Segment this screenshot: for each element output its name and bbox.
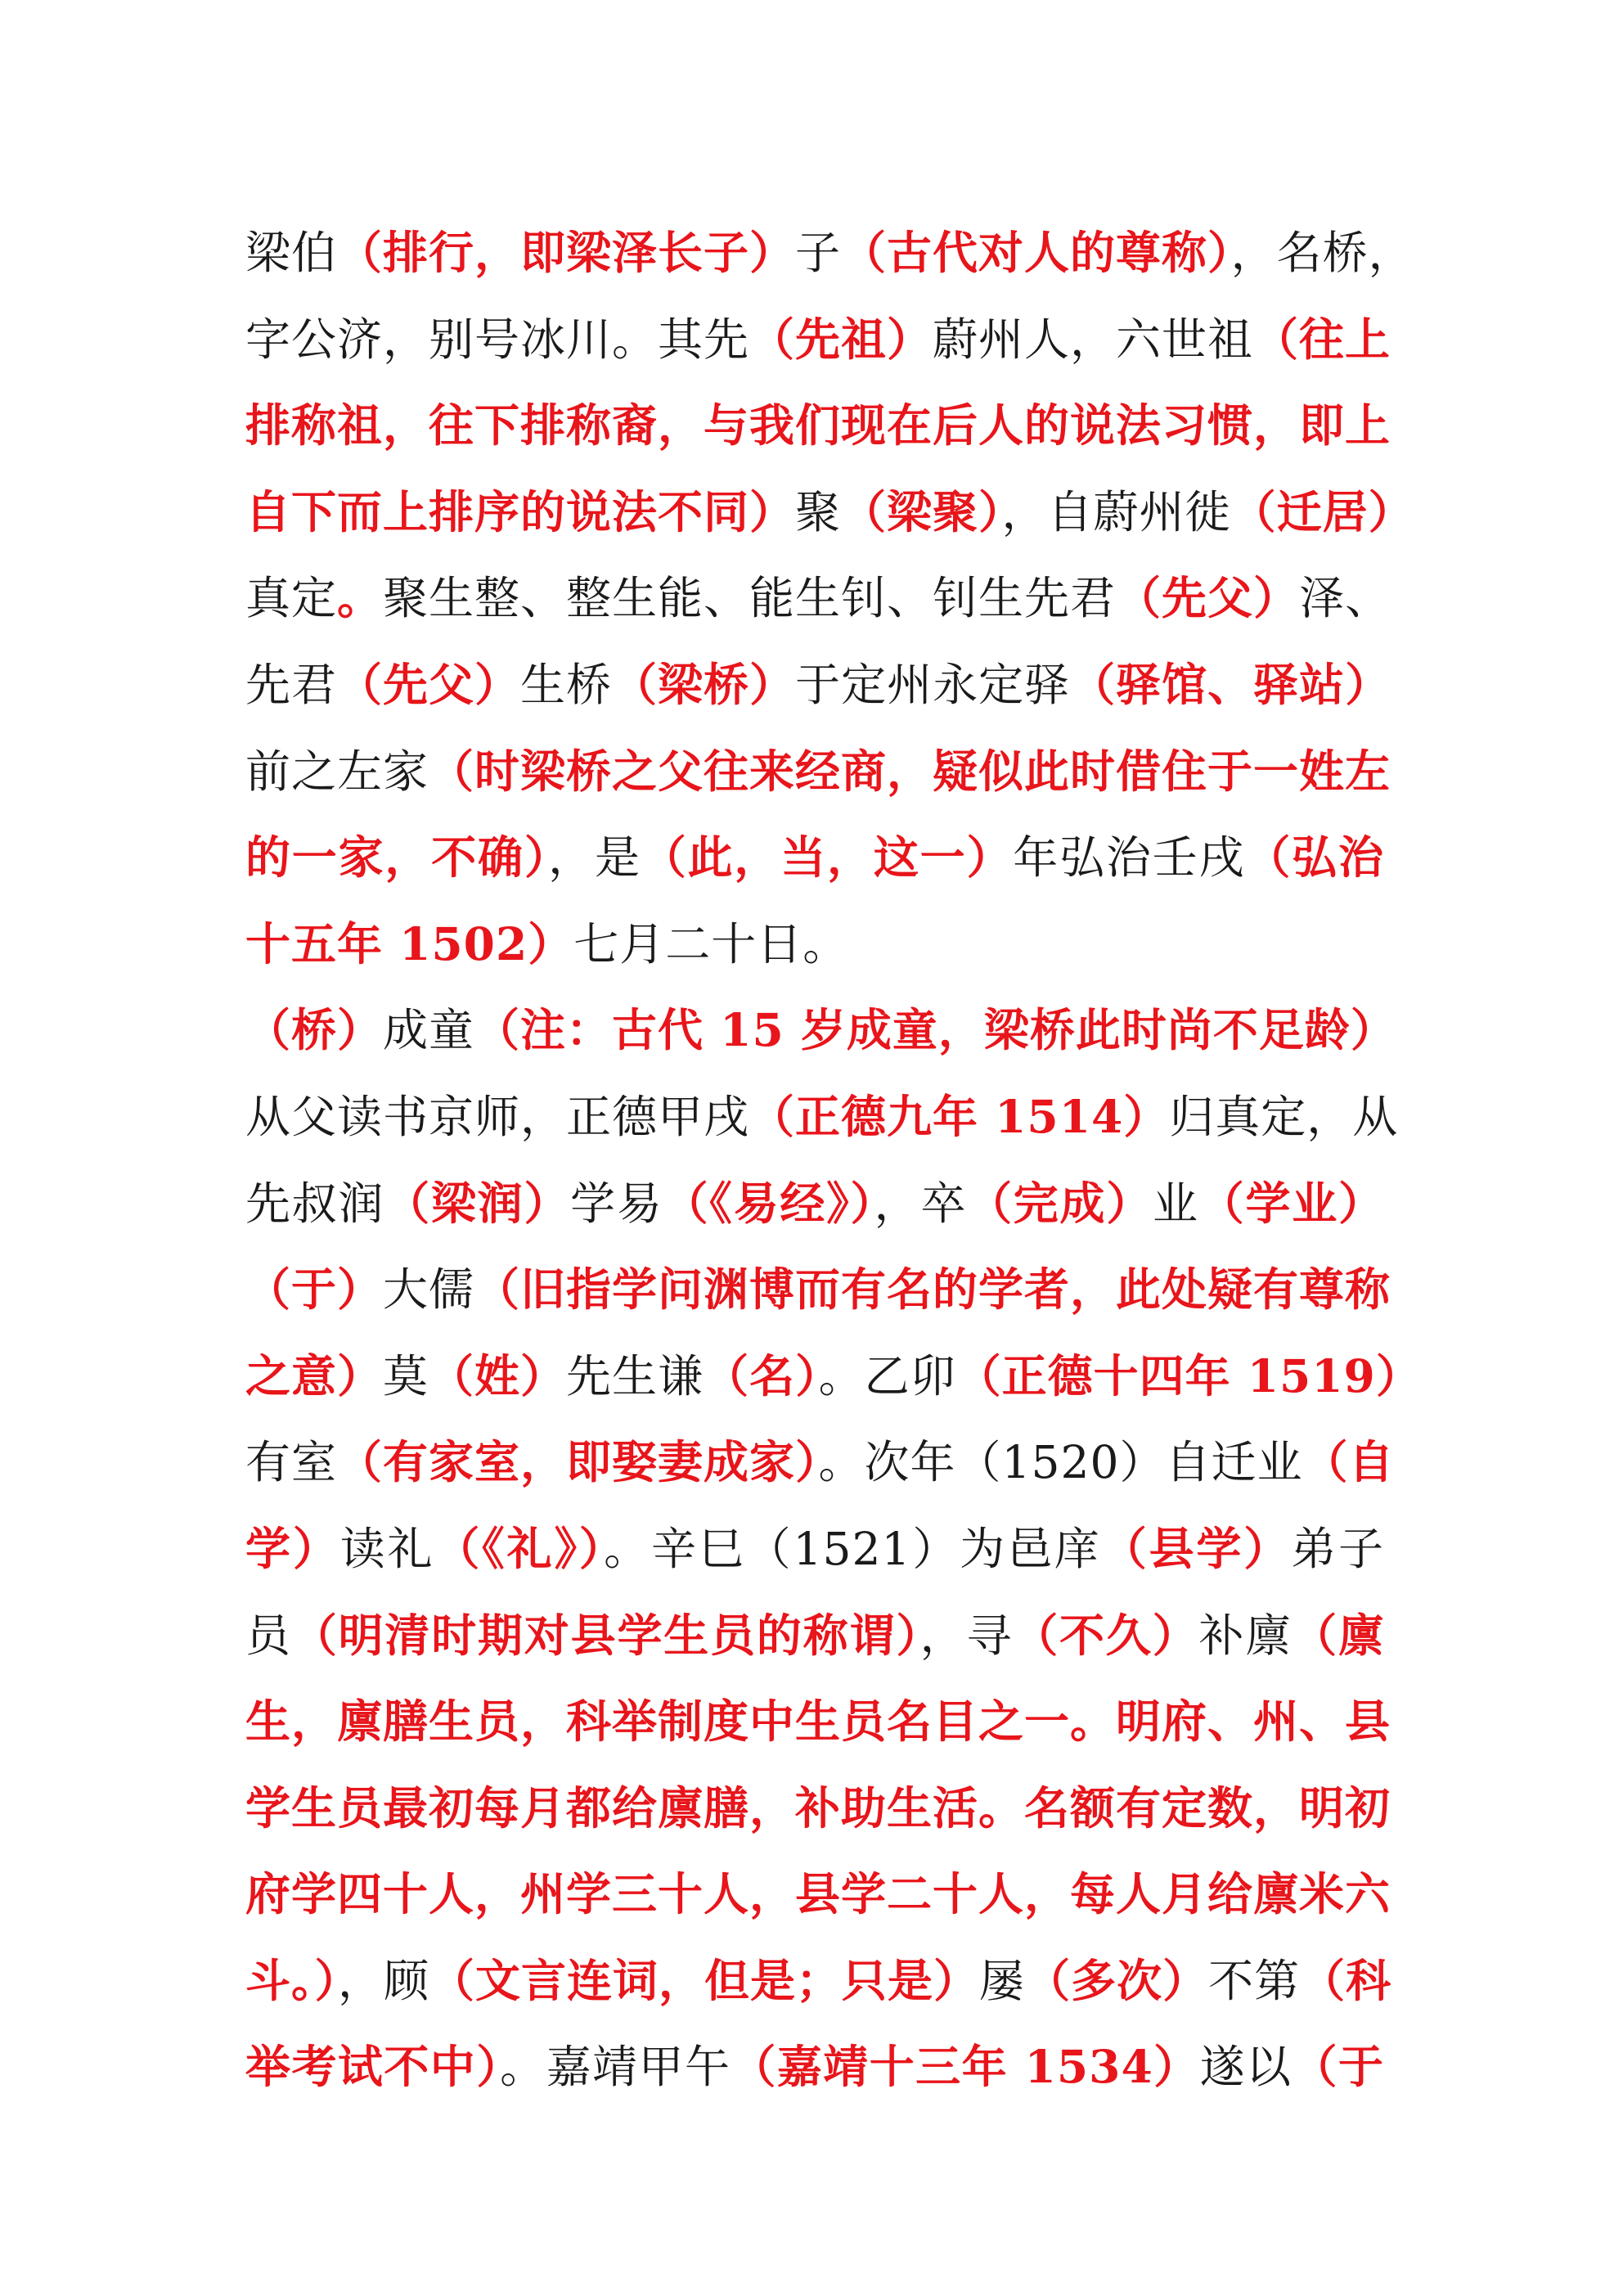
original-text: 子	[795, 227, 842, 279]
annotation-text: （梁润）	[384, 1176, 571, 1230]
original-text: 业	[1153, 1177, 1199, 1230]
annotation-text: 学）	[245, 1521, 340, 1575]
original-text: 遂以	[1199, 2041, 1293, 2094]
original-text: 。辛巳（1521）为邑庠	[604, 1522, 1102, 1575]
text-line	[245, 209, 1414, 296]
text-line	[245, 555, 1391, 642]
annotation-text: （梁桥）	[612, 657, 796, 711]
original-text: 字公济，别号冰川。其先	[245, 313, 750, 366]
annotation-text: （梁聚）	[841, 484, 1002, 538]
annotation-text: （于	[1292, 2040, 1384, 2094]
original-text: 员	[245, 1609, 292, 1662]
annotation-text: （正德九年 1514）	[749, 1089, 1170, 1143]
text-line	[245, 1333, 1422, 1420]
annotation-text: （时梁桥之父往来经商，疑似此时借住于一姓左	[429, 744, 1391, 798]
annotation-text: （《礼》）	[434, 1521, 605, 1575]
annotation-text: 。	[337, 571, 384, 625]
annotation-text: （文言连词，但是；只是）	[429, 1953, 980, 2007]
original-text: 聚生整、整生能、能生钊、钊生先君	[383, 572, 1117, 625]
annotation-text: 十五年 1502）	[245, 916, 574, 970]
original-text: 生桥	[520, 658, 613, 711]
annotation-text: （往上	[1253, 312, 1391, 366]
original-text: 年弘治壬戌	[1013, 831, 1246, 885]
text-line	[245, 1246, 1391, 1333]
text-line	[245, 1419, 1395, 1506]
annotation-text: （名）	[704, 1348, 819, 1402]
original-text: 归真定，从	[1169, 1090, 1399, 1143]
annotation-text: 斗。）	[245, 1953, 339, 2007]
annotation-text: （弘治	[1245, 831, 1384, 885]
original-text: 成童	[383, 1004, 475, 1057]
annotation-text: （科	[1300, 1953, 1392, 2007]
original-text: 。乙卯	[818, 1349, 956, 1402]
original-text: 聚	[795, 485, 842, 538]
annotation-text: （此，当，这一）	[641, 831, 1014, 885]
text-line	[245, 1160, 1384, 1247]
annotation-text: （排行，即梁泽长子）	[337, 226, 796, 279]
original-text: ，名桥，	[1230, 227, 1414, 279]
original-text: ，顾	[338, 1954, 430, 2007]
original-text: 屡	[979, 1954, 1026, 2007]
annotation-text: 排称祖，往下排称裔，与我们现在后人的说法习惯，即上	[245, 398, 1391, 452]
text-line	[245, 2024, 1384, 2110]
original-text: 七月二十日。	[573, 917, 849, 970]
original-text: 先叔润	[245, 1177, 385, 1230]
annotation-text: （桥）	[245, 1003, 384, 1057]
annotation-text: （先祖）	[749, 312, 933, 366]
original-text: 不第	[1208, 1954, 1301, 2007]
annotation-text: （古代对人的尊称）	[841, 226, 1231, 279]
document-body	[245, 209, 1422, 2110]
text-line	[245, 901, 1384, 988]
annotation-text: （不久）	[1013, 1608, 1199, 1662]
text-line	[245, 642, 1391, 728]
annotation-text: 生，廪膳生员，科举制度中生员名目之一。明府、州、县	[245, 1695, 1391, 1749]
annotation-text: （县学）	[1101, 1521, 1292, 1575]
original-text: 泽、	[1299, 572, 1391, 625]
annotation-text: 学生员最初每月都给廪膳，补助生活。名额有定数，明初	[245, 1781, 1391, 1835]
text-line	[245, 296, 1391, 383]
original-text: 弟子	[1291, 1522, 1384, 1575]
text-line	[245, 1678, 1391, 1765]
original-text: 梁伯	[245, 227, 338, 279]
original-text: ，是	[548, 831, 641, 885]
original-text: 先君	[245, 658, 338, 711]
annotation-text: （嘉靖十三年 1534）	[731, 2040, 1200, 2094]
annotation-text: （自	[1302, 1435, 1395, 1489]
text-line	[245, 1074, 1399, 1160]
original-text: ，寻	[919, 1609, 1014, 1662]
original-text: 大儒	[383, 1263, 475, 1317]
original-text: 。次年（1520）自迁业	[818, 1436, 1303, 1489]
annotation-text: （迁居）	[1230, 484, 1414, 538]
text-line	[245, 1938, 1392, 2024]
text-line	[245, 1765, 1391, 1852]
annotation-text: （有家室，即娶妻成家）	[337, 1435, 819, 1489]
annotation-text: （学业）	[1198, 1176, 1384, 1230]
annotation-text: （多次）	[1025, 1953, 1209, 2007]
original-text: ，卒	[874, 1177, 968, 1230]
original-text: 前之左家	[245, 745, 429, 798]
annotation-text: （《易经》）	[663, 1176, 874, 1230]
text-line	[245, 1592, 1384, 1679]
original-text: 补廪	[1198, 1609, 1293, 1662]
text-line	[245, 814, 1384, 901]
annotation-text: （注：古代 15 岁成童，梁桥此时尚不足龄）	[474, 1003, 1396, 1057]
annotation-text: （正德十四年 1519）	[955, 1348, 1422, 1402]
text-line	[245, 728, 1391, 815]
annotation-text: （完成）	[967, 1176, 1153, 1230]
annotation-text: 的一家，不确）	[245, 831, 549, 885]
text-line	[245, 1851, 1391, 1938]
annotation-text: （于）	[245, 1263, 384, 1317]
annotation-text: 自下而上排序的说法不同）	[245, 484, 796, 538]
original-text: 真定	[245, 572, 338, 625]
original-text: 学易	[570, 1177, 663, 1230]
original-text: 读礼	[339, 1522, 435, 1575]
annotation-text: （驿馆、驿站）	[1070, 657, 1391, 711]
original-text: 于定州永定驿	[795, 658, 1071, 711]
annotation-text: （姓）	[429, 1348, 567, 1402]
original-text: 蔚州人，六世祖	[933, 313, 1254, 366]
text-line	[245, 382, 1391, 469]
annotation-text: 之意）	[245, 1348, 384, 1402]
text-line	[245, 1506, 1384, 1592]
original-text: 先生谦	[566, 1349, 704, 1402]
original-text: 有室	[245, 1436, 338, 1489]
text-line	[245, 469, 1414, 556]
original-text: ，自蔚州徙	[1001, 485, 1231, 538]
annotation-text: （先父）	[1116, 571, 1300, 625]
annotation-text: 府学四十人，州学三十人，县学二十人，每人月给廪米六	[245, 1867, 1391, 1921]
original-text: 。嘉靖甲午	[500, 2041, 731, 2094]
annotation-text: （廪	[1292, 1608, 1384, 1662]
annotation-text: （先父）	[337, 657, 521, 711]
original-text: 从父读书京师，正德甲戌	[245, 1090, 750, 1143]
annotation-text: （旧指学问渊博而有名的学者，此处疑有尊称	[474, 1263, 1391, 1317]
original-text: 莫	[383, 1349, 429, 1402]
text-line	[245, 987, 1396, 1074]
annotation-text: （明清时期对县学生员的称谓）	[291, 1608, 920, 1662]
annotation-text: 举考试不中）	[245, 2040, 501, 2094]
